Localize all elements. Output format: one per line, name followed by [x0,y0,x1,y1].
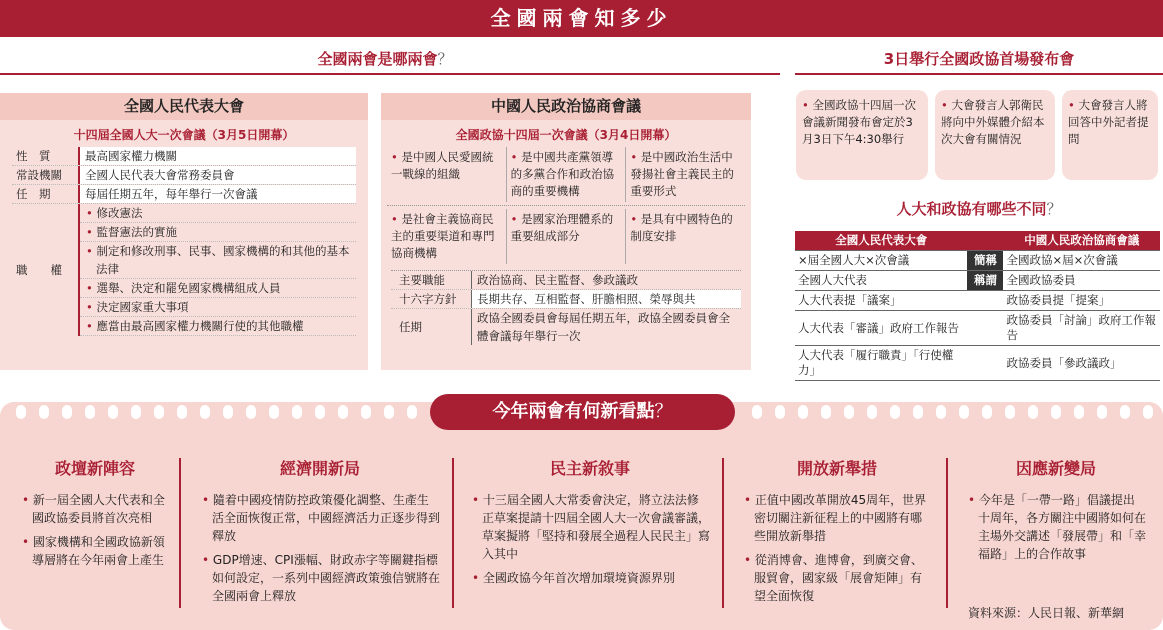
compare-table: 全國人民代表大會 中國人民政治協商會議 ×屆全國人大×次會議 簡稱 全國政協×屆×次會議 全國人大代表 稱謂 全國政協委員 人大代表提「議案」 政協委員提「提案」 人大代表「審議」政府工作報告 政協委員「討論」政府工作報告 人大代表「履行職責」「行使權力」 政協委員「參政議政」 [795,231,1160,381]
scallop-decoration [798,405,808,419]
col-divider [179,458,181,608]
power-item: • 決定國家重大事項 [80,298,356,317]
cppcc-panel [381,93,751,370]
power-item: • 修改憲法 [80,204,356,223]
cppcc-feature: • 是中國共產黨領導的多黨合作和政治協商的重要機構 [506,147,626,202]
power-item: • 應當由最高國家權力機關行使的其他職權 [80,317,356,336]
scallop-decoration [85,405,95,419]
highlights-title: 今年兩會有何新看點？ [430,394,735,430]
scallop-decoration [959,405,969,419]
scallop-decoration [1005,405,1015,419]
two-sessions-title: 全國兩會是哪兩會？ [317,50,453,68]
scallop-decoration [936,405,946,419]
scallop-decoration [177,405,187,419]
cppcc-feature: • 是社會主義協商民主的重要渠道和專門協商機構 [391,212,495,260]
power-item: • 制定和修改刑事、民事、國家機構的和其他的基本法律 [80,242,356,279]
cppcc-row: 十六字方針 長期共存、互相監督、肝膽相照、榮辱與共 [391,290,741,309]
press-note: • 大會發言人郭衛民將向中外媒體介紹本次大會有關情況 [935,90,1055,180]
scallop-decoration [821,405,831,419]
highlight-col: 政壇新陣容 • 新一屆全國人大代表和全國政協委員將首次亮相 • 國家機構和全國政協新領導層將在今年兩會上產生 [20,456,170,626]
scallop-decoration [200,405,210,419]
scallop-decoration [246,405,256,419]
scallop-decoration [407,405,417,419]
npc-powers: 職 權 • 修改憲法 • 監督憲法的實施 • 制定和修改刑事、民事、國家機構的和其他的基本法律 • 選舉、決定和罷免國家機構組成人員 • 決定國家重大事項 • 應當由最高國家權力機關行使的其他職權 [12,204,356,336]
scallop-decoration [1051,405,1061,419]
cppcc-sub: 全國政協十四屆一次會議（3月4日開幕） [455,128,677,142]
scallop-decoration [844,405,854,419]
scallop-decoration [982,405,992,419]
npc-row: 任 期 每屆任期五年，每年舉行一次會議 [12,185,356,204]
scallop-decoration [1097,405,1107,419]
source-note: 資料來源：人民日報、新華網 [968,606,1125,620]
scallop-decoration [154,405,164,419]
scallop-decoration [1143,405,1153,419]
scallop-decoration [1028,405,1038,419]
divider [795,73,1163,75]
cmp-header-npc: 全國人民代表大會 [795,231,967,251]
press-note: • 全國政協十四屆一次會議新聞發布會定於3月3日下午4:30舉行 [796,90,928,180]
banner-title: 全國兩會知多少 [0,0,1163,37]
scallop-decoration [108,405,118,419]
press-title: 3日舉行全國政協首場發布會 [883,50,1075,68]
scallop-decoration [223,405,233,419]
scallop-decoration [338,405,348,419]
cppcc-feature: • 是中國人民愛國統一戰線的組織 [391,150,494,181]
divider [0,73,780,75]
scallop-decoration [39,405,49,419]
scallop-decoration [292,405,302,419]
cmp-header-cppcc: 中國人民政治協商會議 [1003,231,1160,251]
npc-sub: 十四屆全國人大一次會議（3月5日開幕） [73,128,295,142]
scallop-decoration [16,405,26,419]
label-abbr: 簡稱 [967,251,1003,271]
scallop-decoration [752,405,762,419]
power-item: • 選舉、決定和罷免國家機構組成人員 [80,279,356,298]
npc-head: 全國人民代表大會 [0,93,368,120]
scallop-decoration [1074,405,1084,419]
cppcc-row: 任期 政協全國委員會每屆任期五年，政協全國委員會全體會議每年舉行一次 [391,309,741,345]
scallop-decoration [1120,405,1130,419]
scallop-decoration [361,405,371,419]
press-note: • 大會發言人將回答中外記者提問 [1062,90,1158,180]
highlight-col: 因應新變局 • 今年是「一帶一路」倡議提出十周年，各方關注中國將如何在主場外交講述「發展帶」和「幸福路」上的合作故事 [966,456,1146,626]
col-divider [722,458,724,608]
scallop-decoration [62,405,72,419]
npc-row: 性 質 最高國家權力機關 [12,147,356,166]
label-title: 稱謂 [967,271,1003,291]
cppcc-head: 中國人民政治協商會議 [381,93,751,120]
scallop-decoration [269,405,279,419]
scallop-decoration [384,405,394,419]
cppcc-feature: • 是具有中國特色的制度安排 [625,209,745,264]
highlight-col: 開放新舉措 • 正值中國改革開放45周年，世界密切關注新征程上的中國將有哪些開放新舉措 • 從消博會、進博會，到廣交會、服貿會，國家級「展會矩陣」有望全面恢復 [742,456,932,626]
scallop-decoration [315,405,325,419]
scallop-decoration [913,405,923,419]
cppcc-row: 主要職能 政治協商、民主監督、參政議政 [391,270,741,290]
col-divider [452,458,454,608]
power-item: • 監督憲法的實施 [80,223,356,242]
cppcc-feature: • 是中國政治生活中發揚社會主義民主的重要形式 [625,147,745,202]
scallop-decoration [867,405,877,419]
scallop-decoration [131,405,141,419]
npc-row: 常設機關 全國人民代表大會常務委員會 [12,166,356,185]
scallop-decoration [890,405,900,419]
cppcc-feature: • 是國家治理體系的重要組成部分 [506,209,626,264]
npc-panel [0,93,368,370]
highlight-col: 民主新敘事 • 十三屆全國人大常委會決定，將立法法修正草案提請十四屆全國人大一次會議審議，草案擬將「堅持和發展全過程人民民主」寫入其中 • 全國政協今年首次增加環境資源界別 [470,456,710,626]
diff-title: 人大和政協有哪些不同？ [896,200,1062,218]
highlight-col: 經濟開新局 • 隨着中國疫情防控政策優化調整、生產生活全面恢復正常，中國經濟活力正逐步得到釋放 • GDP增速、CPI漲幅、財政赤字等關鍵指標如何設定，一系列中國經濟政策強信號將在全國兩會上釋放 [200,456,440,626]
scallop-decoration [775,405,785,419]
col-divider [946,458,948,608]
